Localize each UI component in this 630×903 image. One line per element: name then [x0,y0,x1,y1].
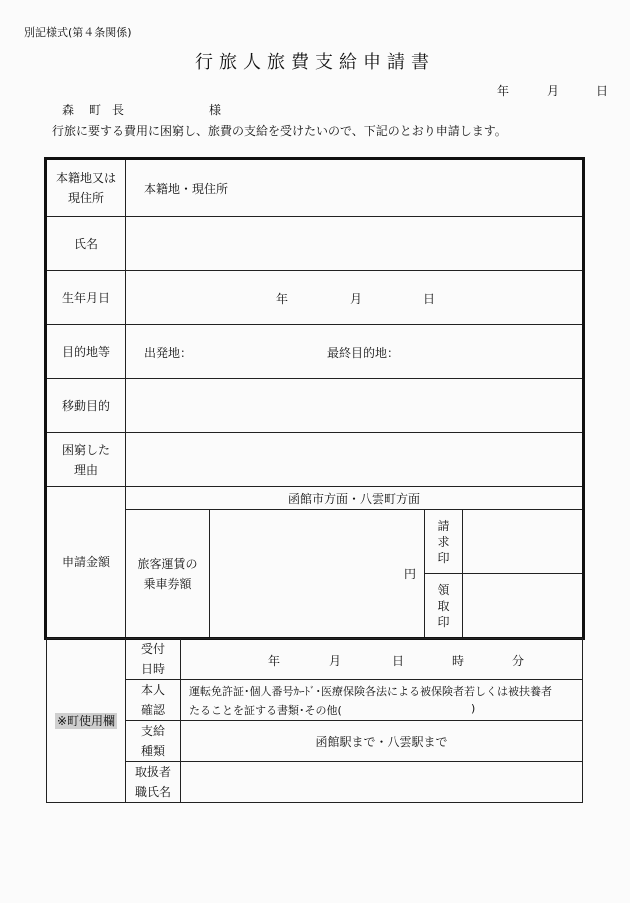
payment-label: 支給 種類 [126,721,181,762]
received-month-label: 月 [329,654,342,668]
name-field[interactable] [126,217,583,271]
page-title: 行旅人旅費支給申請書 [195,52,435,73]
identity-line-2: たることを証する書類･その他( [189,704,342,717]
identity-label: 本人 確認 [126,680,181,721]
domicile-field[interactable]: 本籍地・現住所 [126,160,583,217]
identity-field[interactable] [181,680,583,721]
purpose-row [47,379,583,433]
route-options: 函館市方面・八雲町方面 [126,487,583,510]
domicile-label: 本籍地又は 現住所 [47,160,126,217]
final-destination-label: 最終目的地： [327,346,400,360]
date-month-label: 月 [547,84,560,98]
claim-seal-label: 請求印 [425,510,463,574]
reason-row [47,433,583,487]
receipt-seal-label: 領取印 [425,574,463,638]
name-row [47,217,583,271]
birth-row [47,271,583,325]
identity-line-2-end: ) [471,702,476,715]
purpose-field[interactable] [126,379,583,433]
received-minute-label: 分 [512,654,525,668]
handler-field[interactable] [181,762,583,803]
amount-label: 申請金額 [47,487,126,638]
received-label: 受付 日時 [126,639,181,680]
received-day-label: 日 [392,654,405,668]
fare-amount-field[interactable] [210,510,425,638]
destination-field[interactable] [126,325,583,379]
received-field[interactable] [181,639,583,680]
amount-route-row [47,487,583,510]
yen-label: 円 [403,567,416,581]
payment-row [47,721,583,762]
date-day-label: 日 [596,84,609,98]
receipt-seal-box[interactable] [463,574,583,638]
received-hour-label: 時 [452,654,465,668]
payment-options: 函館駅まで・八雲駅まで [181,721,583,762]
application-form [46,159,583,638]
purpose-label: 移動目的 [47,379,126,433]
received-row [47,639,583,680]
addressee-position-1: 町 [89,103,102,117]
fare-label: 旅客運賃の 乗車券額 [126,510,210,638]
office-use-label: ※町使用欄 [47,639,126,803]
date-year-label: 年 [497,84,510,98]
birth-field[interactable] [126,271,583,325]
destination-label: 目的地等 [47,325,126,379]
identity-row [47,680,583,721]
departure-label: 出発地： [144,346,193,360]
destination-row [47,325,583,379]
received-year-label: 年 [268,654,281,668]
birth-month-label: 月 [350,292,363,306]
handler-row [47,762,583,803]
office-use-table [46,638,583,803]
addressee-town: 森 [62,103,75,117]
amount-row [47,510,583,574]
claim-seal-box[interactable] [463,510,583,574]
birth-year-label: 年 [276,292,289,306]
name-label: 氏名 [47,217,126,271]
domicile-row [47,160,583,217]
intro-text: 行旅に要する費用に困窮し、旅費の支給を受けたいので、下記のとおり申請します。 [52,124,507,138]
reason-label: 困窮した 理由 [47,433,126,487]
identity-line-1: 運転免許証･個人番号ｶｰﾄﾞ･医療保険各法による被保険者若しくは被扶養者 [189,685,552,698]
handler-label: 取扱者 職氏名 [126,762,181,803]
birth-label: 生年月日 [47,271,126,325]
reason-field[interactable] [126,433,583,487]
birth-day-label: 日 [423,292,436,306]
form-number: 別記様式(第４条関係) [24,26,132,39]
addressee-position-2: 長 [112,103,125,117]
addressee-honorific: 様 [209,103,222,117]
